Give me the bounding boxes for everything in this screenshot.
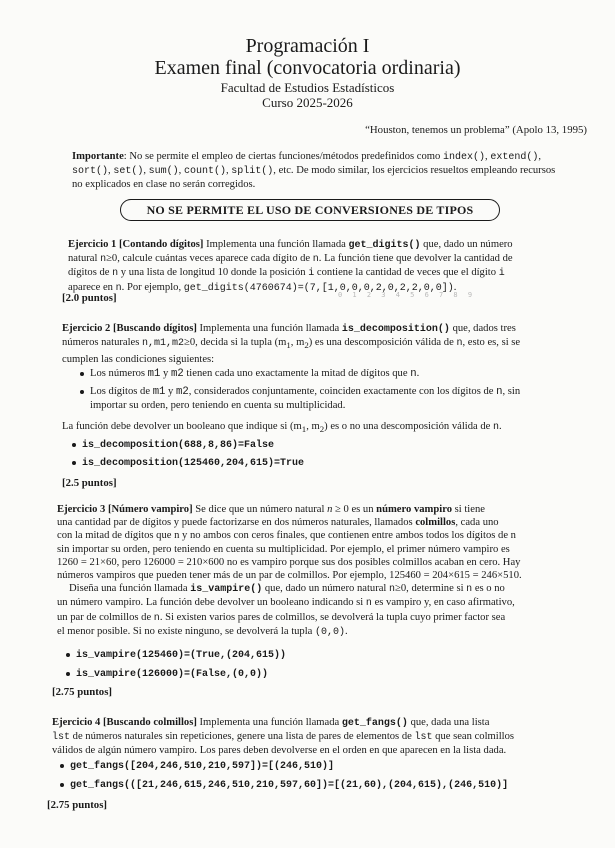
text: números naturales: [62, 337, 143, 349]
text: , cada uno: [455, 517, 499, 529]
var-i: i: [308, 268, 315, 280]
text: que, dado un número: [420, 239, 513, 250]
text: un número vampiro. La función debe devolver un booleano indicando si: [57, 597, 366, 609]
sub: 1: [286, 340, 291, 351]
no-type-conversion-banner: NO SE PERMITE EL USO DE CONVERSIONES DE TIPOS: [120, 199, 500, 221]
text: es vampiro y, en caso afirmativo,: [371, 597, 515, 609]
text: dígitos de: [68, 267, 113, 279]
example-is-vampire-1: is_vampire(125460)=(True,(204,615)): [76, 650, 287, 661]
bullet-dot: [60, 783, 64, 787]
var-n: n: [466, 584, 473, 596]
text: ≥0, determine si: [395, 583, 467, 595]
text: ) es una descomposición válida de: [308, 337, 457, 349]
text: con la mitad de dígitos que n y no ambos con ceros finales, que contienen entre ambos todos los dígitos de n: [57, 530, 516, 542]
sep: ,: [143, 165, 149, 177]
faculty-name: Facultad de Estudios Estadísticos: [220, 80, 395, 95]
exercise-2-heading: Ejercicio 2 [Buscando dígitos]: [62, 323, 197, 334]
list-item: [72, 456, 304, 470]
var-n: n: [493, 422, 500, 433]
exercise-3: [57, 503, 590, 639]
list-item: [60, 778, 508, 792]
fn-get-digits: get_digits(): [348, 240, 421, 251]
list-item: [66, 667, 268, 681]
sep: ,: [178, 165, 184, 177]
var-n: n: [496, 386, 503, 398]
sub: 2: [304, 340, 309, 351]
var-m1: m1: [152, 386, 166, 398]
text: que, dados tres: [449, 323, 516, 334]
text: .: [453, 281, 457, 293]
fn-sum: sum(): [148, 166, 179, 178]
example-get-fangs-2: get_fangs(([21,246,615,246,510,210,597,60])=[(21,60),(204,615),(246,510)]: [70, 780, 509, 791]
var-n: n: [389, 584, 396, 596]
bullet-dot: [80, 390, 84, 394]
var-n: n: [100, 254, 107, 266]
exercise-3-points: [2.75 puntos]: [52, 686, 112, 698]
text: natural: [68, 253, 101, 265]
text: que sean colmillos: [432, 731, 514, 743]
sep: ,: [485, 151, 491, 162]
example-get-fangs-1: get_fangs([204,246,510,210,597])=[(246,510)]: [70, 761, 335, 772]
example-is-vampire-2: is_vampire(126000)=(False,(0,0)): [76, 669, 269, 680]
list-item: [60, 759, 334, 773]
exam-subtitle: Examen final (convocatoria ordinaria): [154, 57, 461, 79]
text: Los dígitos de: [90, 386, 153, 397]
sub: 2: [319, 424, 325, 435]
var-n: n: [327, 504, 333, 515]
exercise-2: [62, 322, 588, 366]
exam-title: Programación I: [245, 35, 370, 57]
text: , sin: [502, 386, 521, 397]
text: .: [499, 421, 502, 432]
text: tienen cada uno exactamente la mitad de dígitos que: [183, 368, 411, 379]
text: números vampiros que pueden tener más de un par de colmillos. Por ejemplo, 125460 = 204×615 = 246×510.: [57, 570, 522, 582]
text: ≥0, decida si la tupla (m: [184, 337, 287, 349]
exercise-4-points: [2.75 puntos]: [47, 799, 107, 811]
tuple-zero: (0,0): [315, 626, 346, 638]
exercise-1: [68, 238, 588, 295]
text: ≥ 0 es un: [332, 504, 377, 515]
text: y una lista de longitud 10 donde la posición: [118, 267, 309, 279]
text: . Por ejemplo,: [121, 281, 184, 293]
bullet-dot: [80, 372, 84, 376]
text: Diseña una función llamada: [69, 583, 191, 595]
text: Implementa una función llamada: [196, 323, 342, 334]
fn-count: count(): [183, 166, 226, 178]
exercise-4-heading: Ejercicio 4 [Buscando colmillos]: [52, 717, 197, 728]
text: de números naturales sin repeticiones, genere una lista de pares de elementos de: [70, 731, 415, 743]
bullet-dot: [72, 461, 76, 465]
text: si tiene: [452, 504, 485, 515]
var-m1: m1: [147, 368, 161, 380]
important-text: no explicados en clase no serán corregidos.: [72, 179, 256, 191]
text: La función debe devolver un booleano que indique si (m: [62, 421, 302, 432]
vars: n,m1,m2: [142, 338, 185, 350]
text: una cantidad par de dígitos y puede factorizarse en dos números naturales, llamados: [57, 517, 416, 529]
text: .: [345, 625, 348, 637]
var-n: n: [410, 368, 417, 380]
text: importar su orden, pero teniendo en cuenta su multiplicidad.: [90, 400, 346, 412]
text: y: [160, 368, 171, 379]
important-text: : No se permite el empleo de ciertas funciones/métodos predefinidos como: [123, 151, 443, 162]
var-i: i: [498, 268, 505, 280]
sep: ,: [538, 151, 541, 162]
bullet-dot: [66, 653, 70, 657]
text: , m: [306, 421, 320, 432]
fn-is-vampire: is_vampire(): [190, 584, 263, 596]
sub: 1: [301, 424, 307, 435]
sep: ,: [108, 165, 114, 177]
text: ) es o no una descomposición válida de: [324, 421, 494, 432]
text: que, dado un número natural: [262, 583, 390, 595]
fn-get-fangs: get_fangs(): [341, 718, 408, 729]
text: . La función tiene que devolver la cantidad de: [318, 253, 513, 265]
text: , esto es, si se: [462, 337, 521, 349]
list-item: [66, 648, 286, 662]
fn-extend: extend(): [490, 152, 539, 163]
exercise-3-heading: Ejercicio 3 [Número vampiro]: [57, 504, 193, 515]
example-is-decomposition-2: is_decomposition(125460,204,615)=True: [82, 458, 305, 469]
fn-index: index(): [443, 152, 486, 163]
text: Los números: [90, 368, 148, 379]
list-item: [72, 438, 274, 452]
bullet-dot: [60, 764, 64, 768]
list-item: [80, 385, 588, 412]
text: válidos de algún número vampiro. Los pares deben devolverse en el orden en que aparecen en la lista dada.: [52, 745, 507, 757]
text: un par de colmillos de: [57, 611, 154, 623]
term-fangs: colmillos: [415, 517, 456, 529]
text: , considerados conjuntamente, coinciden exactamente con los dígitos de: [188, 386, 497, 397]
important-label: Importante: [72, 151, 124, 162]
var-n: n: [112, 268, 119, 280]
important-note: [72, 150, 588, 192]
example-is-decomposition-1: is_decomposition(688,8,86)=False: [82, 440, 275, 451]
fn-set: set(): [113, 166, 144, 178]
text: que, dada una lista: [407, 717, 490, 728]
text: y: [165, 386, 176, 397]
exercise-2-points: [2.5 puntos]: [62, 477, 117, 489]
text: . Si existen varios pares de colmillos, se devolverá la tupla cuyo primer factor sea: [159, 611, 506, 623]
fn-is-decomposition: is_decomposition(): [341, 324, 450, 335]
text: Implementa una función llamada: [196, 717, 342, 728]
var-n: n: [153, 612, 160, 624]
exercise-4: [52, 716, 590, 758]
var-n: n: [365, 598, 372, 610]
text: .: [416, 368, 420, 379]
exercise-2-return-text: [62, 420, 502, 436]
sep: ,: [225, 165, 232, 177]
var-n: n: [456, 338, 463, 350]
text: Se dice que un número natural: [192, 504, 328, 515]
text: 1260 = 21×60, pero 126000 = 210×600 no es vampiro porque sus dos posibles colmillos acaban en cero. Hay: [57, 556, 521, 568]
text: sin importar su orden, pero teniendo en cuenta su multiplicidad. Por ejemplo, el primer número vampiro es: [57, 543, 510, 555]
fn-sort: sort(): [72, 166, 109, 178]
term-vampire-number: número vampiro: [376, 504, 452, 515]
var-lst: lst: [52, 732, 71, 744]
bullet-dot: [72, 443, 76, 447]
text: contiene la cantidad de veces que el dígito: [314, 267, 499, 279]
text: ≥0, calcule cuántas veces aparece cada dígito de: [106, 253, 313, 265]
example-get-digits: get_digits(4760674)=(7,[1,0,0,0,2,0,2,2,0,0]): [183, 282, 454, 294]
text: cumplen las condiciones siguientes:: [62, 353, 215, 365]
var-n: n: [115, 282, 122, 294]
text: es o no: [472, 583, 505, 595]
var-n: n: [312, 254, 319, 266]
important-text: , etc. De modo similar, los ejercicios resueltos empleando recursos: [273, 165, 556, 177]
course-year: Curso 2025-2026: [262, 95, 353, 110]
var-lst: lst: [414, 732, 433, 744]
bullet-dot: [66, 672, 70, 676]
text: , m: [290, 337, 305, 349]
exercise-1-points: [2.0 puntos]: [62, 292, 117, 304]
var-m2: m2: [170, 368, 184, 380]
pencil-scribble: 0 1 2 3 4 5 6 7 8 9: [338, 291, 476, 299]
fn-split: split(): [231, 166, 274, 178]
exercise-1-heading: Ejercicio 1 [Contando dígitos]: [68, 239, 204, 250]
text: el menor posible. Si no existe ninguno, se devolverá la tupla: [57, 625, 316, 637]
var-m2: m2: [176, 386, 189, 398]
list-item: [80, 367, 588, 381]
text: aparece en: [68, 281, 116, 293]
epigraph-quote: “Houston, tenemos un problema” (Apolo 13, 1995): [365, 124, 587, 136]
text: Implementa una función llamada: [203, 239, 349, 250]
